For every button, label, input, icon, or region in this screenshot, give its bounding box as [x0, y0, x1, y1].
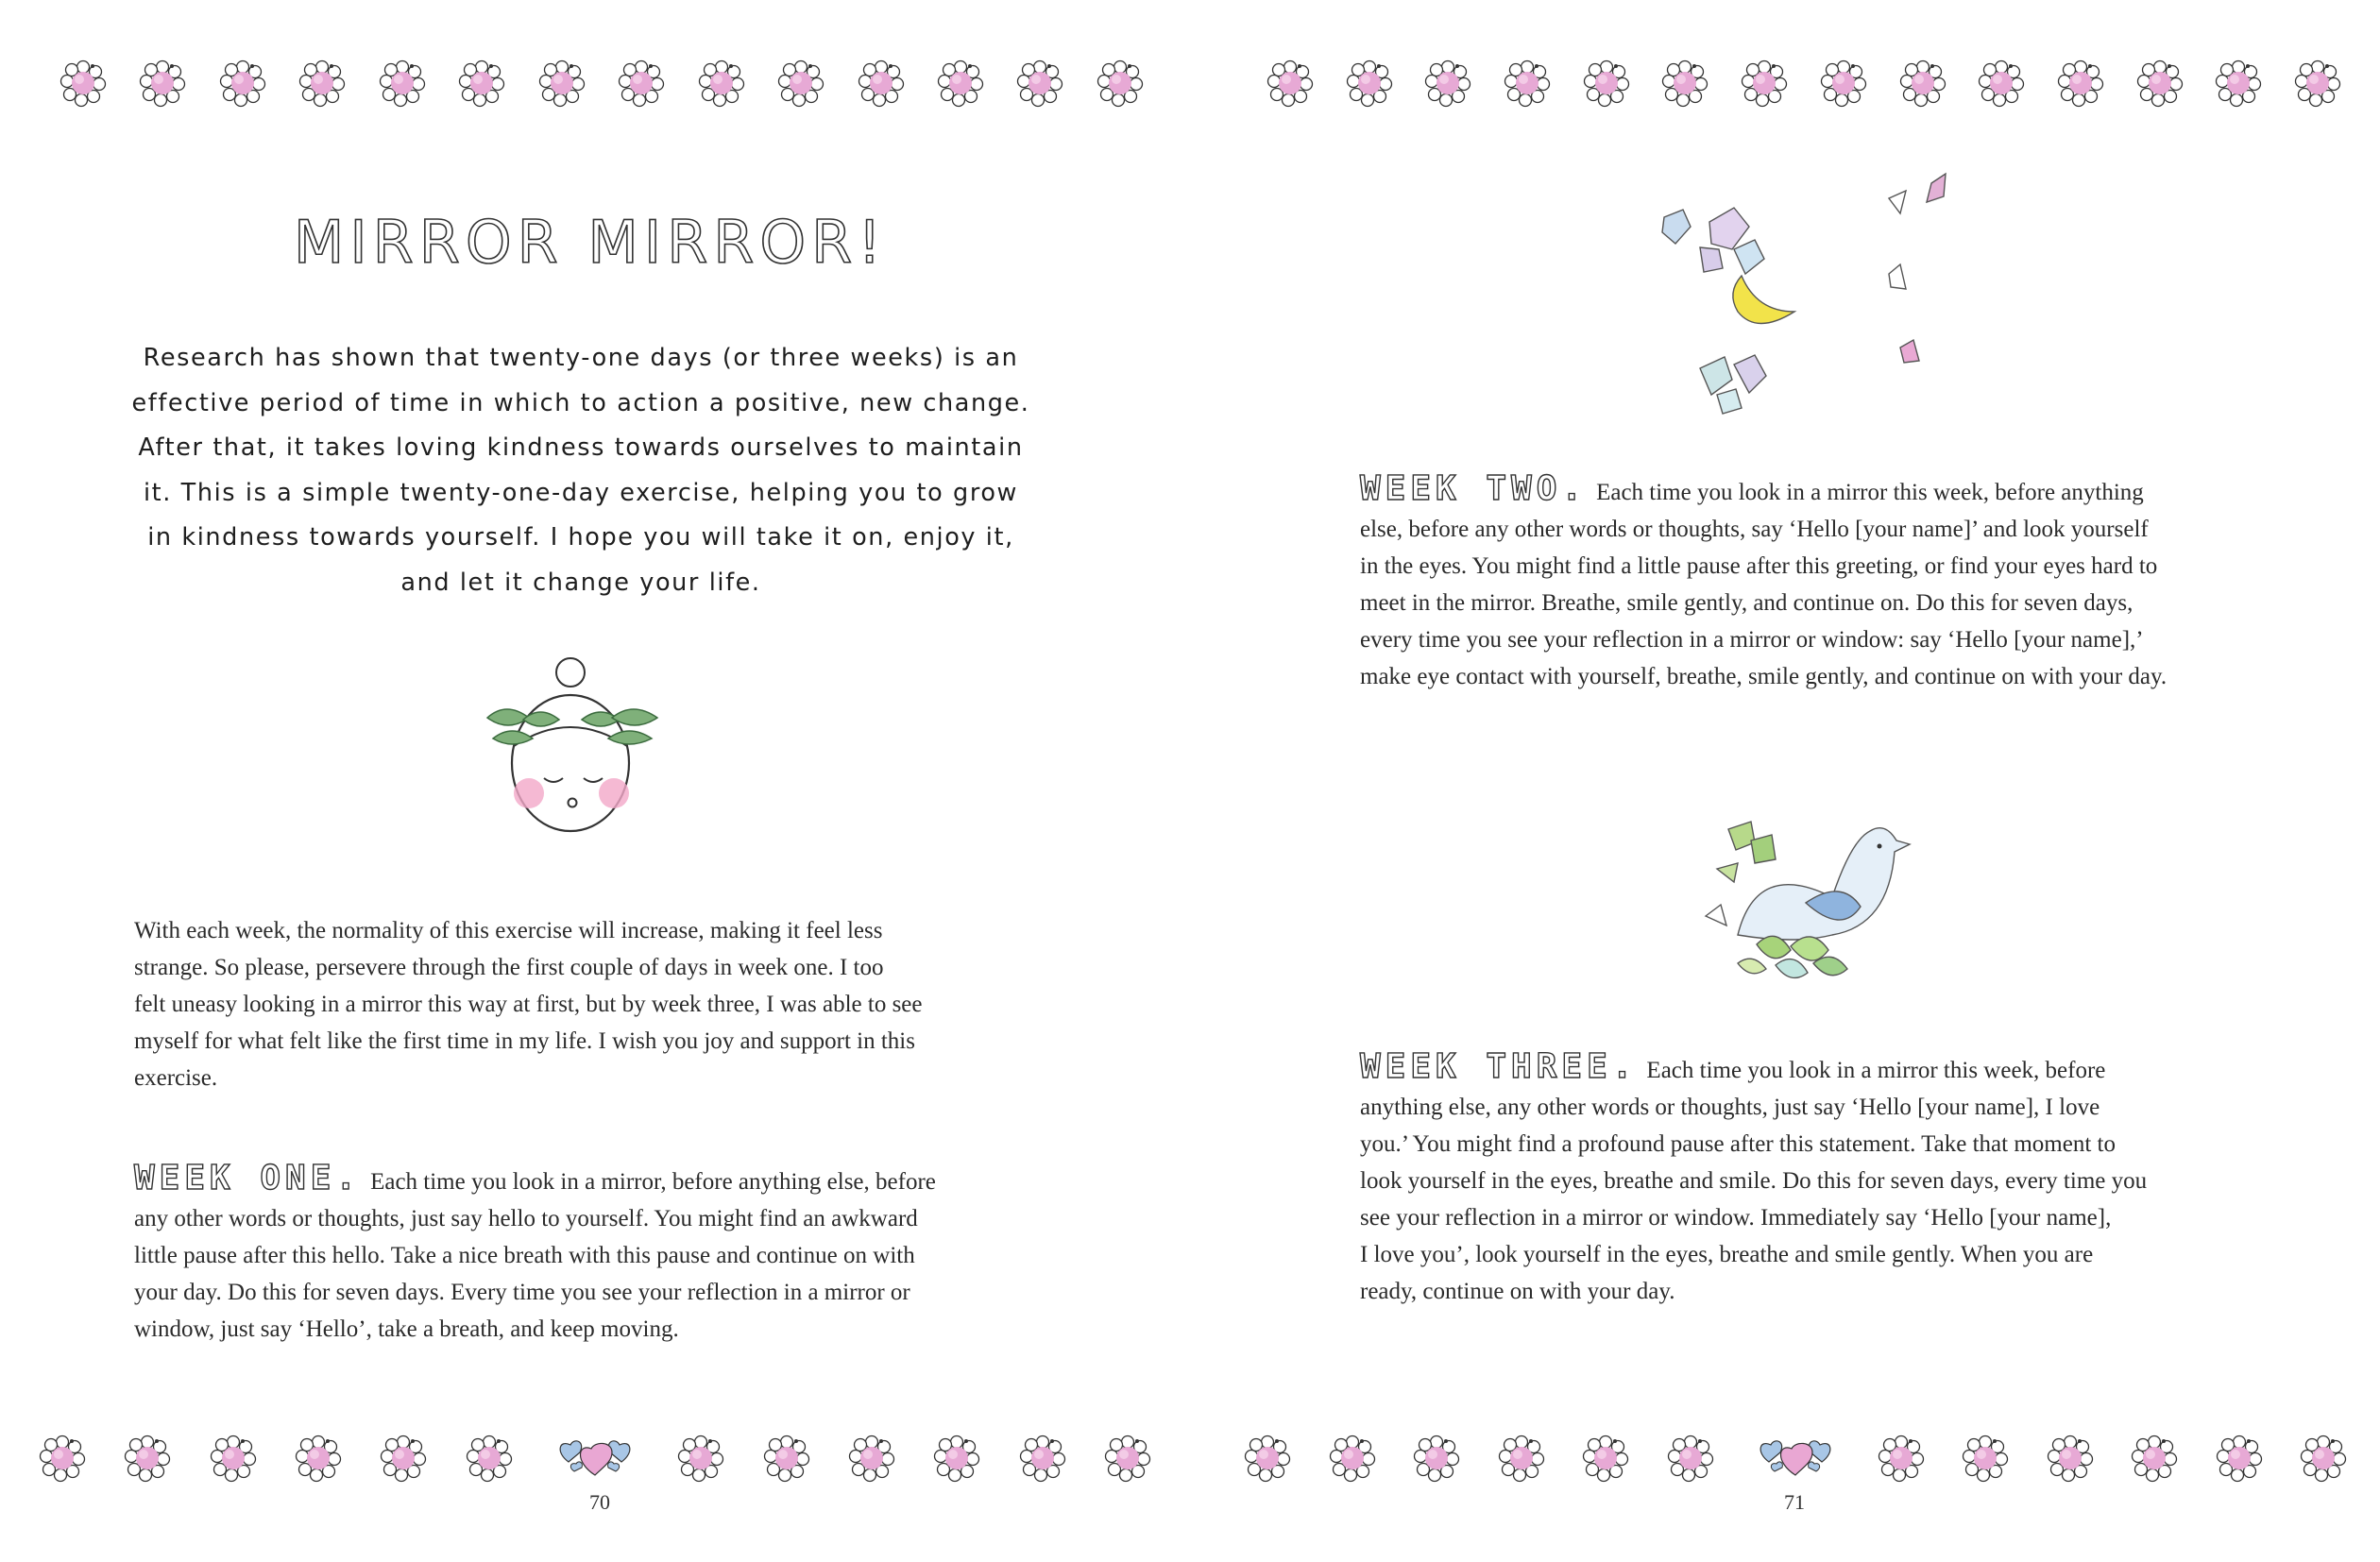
daisy-flower-icon: [1961, 1434, 2010, 1483]
daisy-flower-icon: [1877, 1434, 1926, 1483]
daisy-flower-icon: [1740, 59, 1789, 108]
page-title: [283, 198, 897, 283]
daisy-flower-icon: [298, 59, 347, 108]
daisy-flower-icon: [1243, 1434, 1292, 1483]
crescent-moon-flowers-illustration: [1643, 170, 1983, 425]
daisy-flower-icon: [1015, 59, 1064, 108]
two-hearts-icon: [550, 1434, 640, 1483]
week-three-text: Each time you look in a mirror this week, before: [1646, 1058, 2106, 1083]
daisy-flower-icon: [59, 59, 108, 108]
paragraph-line: exercise.: [134, 1065, 218, 1091]
daisy-flower-icon: [1423, 59, 1472, 108]
daisy-flower-icon: [1103, 1434, 1152, 1483]
daisy-flower-icon: [379, 1434, 428, 1483]
week-two-line: else, before any other words or thoughts, say ‘Hello [your name]’ and look yourself: [1360, 517, 2149, 542]
week-three-heading: WEEK THREE.: [1360, 1047, 1638, 1086]
daisy-flower-icon: [465, 1434, 514, 1483]
daisy-flower-icon: [138, 59, 187, 108]
daisy-flower-icon: [617, 59, 666, 108]
intro-line: and let it change your life.: [400, 568, 761, 597]
week-three-line: you.’ You might find a profound pause after this statement. Take that moment to: [1360, 1131, 2116, 1157]
daisy-flower-icon: [1096, 59, 1145, 108]
daisy-flower-icon: [1581, 1434, 1630, 1483]
daisy-flower-icon: [1977, 59, 2026, 108]
intro-paragraph: [134, 912, 1079, 1096]
paragraph-line: felt uneasy looking in a mirror this way at first, but by week three, I was able to see: [134, 992, 923, 1017]
week-two-line: make eye contact with yourself, breathe, smile gently, and continue on with your day.: [1360, 664, 2168, 689]
week-one-line: window, just say ‘Hello’, take a breath, and keep moving.: [134, 1316, 679, 1342]
intro-line: it. This is a simple twenty-one-day exercise, helping you to grow: [143, 478, 1018, 507]
week-one-section: [134, 1160, 1079, 1348]
two-hearts-icon: [1750, 1434, 1841, 1483]
week-one-text: Each time you look in a mirror, before anything else, before: [370, 1169, 936, 1195]
intro-line: Research has shown that twenty-one days (or three weeks) is an: [143, 344, 1019, 372]
bird-on-leaves-illustration: [1700, 784, 1927, 992]
intro-text: [128, 336, 1034, 605]
daisy-flower-icon: [537, 59, 586, 108]
daisy-flower-icon: [1345, 59, 1394, 108]
bottom-flower-border: [1243, 1434, 2348, 1483]
daisy-flower-icon: [2135, 59, 2184, 108]
daisy-flower-icon: [847, 1434, 896, 1483]
page-number: 71: [1784, 1490, 1805, 1514]
week-one-line: little pause after this hello. Take a nice breath with this pause and continue on with: [134, 1243, 915, 1268]
week-two-line: meet in the mirror. Breathe, smile gently, and continue on. Do this for seven days,: [1360, 590, 2134, 616]
paragraph-line: strange. So please, persevere through the first couple of days in week one. I too: [134, 955, 884, 980]
daisy-flower-icon: [936, 59, 985, 108]
daisy-flower-icon: [1898, 59, 1947, 108]
daisy-flower-icon: [1819, 59, 1868, 108]
daisy-flower-icon: [457, 59, 506, 108]
daisy-flower-icon: [2214, 59, 2263, 108]
week-one-heading: WEEK ONE.: [134, 1159, 362, 1197]
daisy-flower-icon: [932, 1434, 981, 1483]
week-two-line: every time you see your reflection in a mirror or window: say ‘Hello [your name],’: [1360, 627, 2144, 653]
daisy-flower-icon: [1497, 1434, 1546, 1483]
daisy-flower-icon: [2046, 1434, 2095, 1483]
daisy-flower-icon: [857, 59, 906, 108]
intro-line: After that, it takes loving kindness towards ourselves to maintain: [138, 433, 1024, 462]
daisy-flower-icon: [294, 1434, 343, 1483]
daisy-flower-icon: [2293, 59, 2342, 108]
week-three-section: [1360, 1048, 2323, 1310]
daisy-flower-icon: [762, 1434, 811, 1483]
daisy-flower-icon: [1582, 59, 1631, 108]
daisy-flower-icon: [2056, 59, 2105, 108]
daisy-flower-icon: [38, 1434, 87, 1483]
daisy-flower-icon: [2130, 1434, 2179, 1483]
daisy-flower-icon: [1660, 59, 1709, 108]
daisy-flower-icon: [1412, 1434, 1461, 1483]
page-title-text: MIRROR MIRROR!: [293, 208, 888, 277]
week-two-line: in the eyes. You might find a little pause after this greeting, or find your eyes hard to: [1360, 553, 2158, 579]
daisy-flower-icon: [1666, 1434, 1715, 1483]
daisy-flower-icon: [676, 1434, 725, 1483]
week-three-line: ready, continue on with your day.: [1360, 1279, 1675, 1304]
top-flower-border: [59, 59, 1145, 108]
paragraph-line: With each week, the normality of this exercise will increase, making it feel less: [134, 918, 883, 943]
daisy-flower-icon: [2299, 1434, 2348, 1483]
daisy-flower-icon: [2215, 1434, 2264, 1483]
bottom-flower-border: [38, 1434, 1152, 1483]
daisy-flower-icon: [209, 1434, 258, 1483]
daisy-flower-icon: [1266, 59, 1315, 108]
daisy-flower-icon: [123, 1434, 172, 1483]
week-three-line: anything else, any other words or thoughts, just say ‘Hello [your name], I love: [1360, 1095, 2100, 1120]
top-flower-border: [1266, 59, 2342, 108]
daisy-flower-icon: [1018, 1434, 1067, 1483]
week-one-line: any other words or thoughts, just say hello to yourself. You might find an awkward: [134, 1206, 918, 1231]
intro-line: effective period of time in which to action a positive, new change.: [131, 388, 1030, 417]
week-one-line: your day. Do this for seven days. Every time you see your reflection in a mirror or: [134, 1280, 910, 1305]
daisy-flower-icon: [218, 59, 267, 108]
week-three-line: see your reflection in a mirror or window. Immediately say ‘Hello [your name],: [1360, 1205, 2112, 1231]
week-two-section: [1360, 470, 2323, 695]
week-three-line: I love you’, look yourself in the eyes, breathe and smile gently. When you are: [1360, 1242, 2094, 1267]
week-two-text: Each time you look in a mirror this week, before anything: [1596, 480, 2144, 505]
daisy-flower-icon: [1503, 59, 1552, 108]
week-one-first-line: [134, 1160, 1079, 1200]
week-three-first-line: [1360, 1048, 2323, 1089]
daisy-flower-icon: [776, 59, 825, 108]
sleeping-girl-face-illustration: [472, 652, 680, 850]
intro-line: in kindness towards yourself. I hope you will take it on, enjoy it,: [147, 523, 1014, 552]
daisy-flower-icon: [1328, 1434, 1377, 1483]
week-two-heading: WEEK TWO.: [1360, 469, 1588, 508]
daisy-flower-icon: [378, 59, 427, 108]
page-number: 70: [589, 1490, 610, 1514]
daisy-flower-icon: [697, 59, 746, 108]
right-page: [1190, 0, 2380, 1562]
paragraph-line: myself for what felt like the first time in my life. I wish you joy and support in this: [134, 1028, 915, 1054]
week-two-first-line: [1360, 470, 2323, 511]
week-three-line: look yourself in the eyes, breathe and smile. Do this for seven days, every time you: [1360, 1168, 2148, 1194]
